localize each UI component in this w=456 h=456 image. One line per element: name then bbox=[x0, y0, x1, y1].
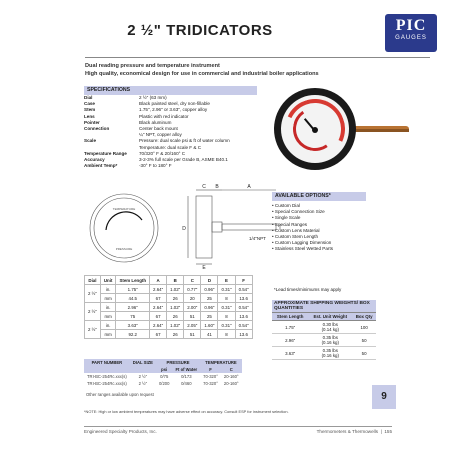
bullet-icon: • bbox=[272, 227, 275, 233]
drawing-connection bbox=[212, 222, 222, 232]
drawing-pointer bbox=[106, 212, 142, 230]
table-cell: 2.64" bbox=[150, 321, 167, 330]
part-sub-c: C bbox=[221, 366, 242, 373]
table-cell: in. bbox=[100, 285, 116, 294]
table-cell: 8 bbox=[218, 294, 235, 303]
spec-value: ¼" NPT, copper alloy bbox=[139, 132, 182, 138]
ship-col-stem: Stem Length bbox=[272, 313, 308, 321]
table-cell: TRI-BC-254Rc.xxx(s) bbox=[87, 374, 127, 379]
table-cell: 51 bbox=[184, 312, 201, 321]
weight-lbs: 0.35 lbs bbox=[322, 348, 338, 353]
table-cell: 1.75" bbox=[116, 285, 150, 294]
spec-value: Black painted steel, dry non-fillable bbox=[139, 101, 210, 107]
tridicator-gauge-image bbox=[274, 88, 356, 170]
option-label: Custom Stem Length bbox=[274, 234, 319, 240]
page-title: 2 ½" TRIDICATORS bbox=[127, 22, 273, 39]
dim-col-header: B bbox=[167, 276, 184, 285]
bullet-icon: • bbox=[272, 246, 275, 252]
ship-qty-cell: 50 bbox=[352, 347, 376, 360]
footer-company: Engineered Specialty Products, Inc. bbox=[84, 429, 157, 434]
shipping-table bbox=[272, 300, 376, 360]
dim-col-header: Dial bbox=[85, 276, 101, 285]
table-cell: 92.2 bbox=[116, 330, 150, 339]
table-cell: 25 bbox=[201, 312, 218, 321]
ship-weight-cell bbox=[308, 347, 352, 360]
table-row bbox=[84, 373, 242, 380]
table-cell: 0.54" bbox=[235, 303, 252, 312]
ship-qty-cell: 100 bbox=[352, 321, 376, 334]
spec-value: Center back mount bbox=[139, 126, 178, 132]
footer-page-number: 155 bbox=[384, 429, 392, 434]
ship-stem-cell: 3.63" bbox=[272, 347, 308, 360]
option-label: Special Ranges bbox=[274, 221, 308, 227]
table-cell: 13.6 bbox=[235, 330, 252, 339]
dimension-table bbox=[84, 275, 253, 339]
table-cell: 0/460 bbox=[181, 381, 192, 386]
part-col-number: PART NUMBER bbox=[84, 359, 130, 366]
other-ranges-note: Other ranges available upon request bbox=[86, 392, 154, 397]
bullet-icon: • bbox=[272, 209, 275, 215]
part-col-temperature: TEMPERATURE bbox=[200, 359, 241, 366]
table-cell: 2.00" bbox=[184, 303, 201, 312]
table-cell: 0.96" bbox=[201, 303, 218, 312]
dimension-drawing bbox=[84, 180, 284, 270]
table-cell: 13.6 bbox=[235, 312, 252, 321]
npt-label: 1/4"NPT bbox=[249, 236, 266, 241]
table-cell: 0.31" bbox=[218, 303, 235, 312]
ambient-temperature-note: *NOTE: High or low ambient temperatures may have adverse effect on accuracy. Consult ESP for instrument selection. bbox=[84, 409, 289, 414]
spec-value: -30° F to 180° F bbox=[139, 163, 172, 169]
part-number-table bbox=[84, 359, 242, 387]
table-cell: 67 bbox=[150, 294, 167, 303]
spec-key: Ambient Temp* bbox=[84, 163, 118, 169]
spec-value: 70/320° F & 20/160° C bbox=[139, 150, 186, 156]
footer-section: Thermometers & Thermowells | 155 bbox=[316, 429, 392, 434]
dim-col-header: Unit bbox=[100, 276, 116, 285]
dim-col-header: Stem Length bbox=[116, 276, 150, 285]
table-cell: 20-160° bbox=[223, 374, 239, 379]
options-heading: AVAILABLE OPTIONS* bbox=[272, 192, 366, 201]
table-cell: 75 bbox=[116, 312, 150, 321]
table-cell: in. bbox=[100, 321, 116, 330]
ship-col-weight: Est. Unit Weight bbox=[308, 313, 352, 321]
drawing-dial-outline bbox=[90, 194, 158, 262]
table-cell: 2.64" bbox=[150, 285, 167, 294]
table-cell: 8 bbox=[218, 330, 235, 339]
drawing-stem bbox=[222, 221, 276, 230]
table-cell: mm bbox=[100, 294, 116, 303]
shipping-heading: APPROXIMATE SHIPPING WEIGHTS/ BOX QUANTITIES bbox=[272, 300, 376, 313]
table-cell: 70-320° bbox=[203, 381, 218, 386]
option-label: Custom Lens Material bbox=[274, 227, 320, 233]
spec-key: Accuracy bbox=[84, 157, 105, 163]
table-row bbox=[85, 294, 253, 303]
dim-label-c: C bbox=[202, 184, 206, 190]
dim-label-d: D bbox=[182, 226, 186, 232]
table-cell: 0.96" bbox=[201, 285, 218, 294]
table-cell: 2 ½" bbox=[138, 374, 148, 379]
table-cell: 67 bbox=[150, 312, 167, 321]
spec-value: 1.75", 2.96" or 3.63", copper alloy bbox=[139, 107, 208, 113]
lead-times-note: *Lead times/minimums may apply bbox=[274, 287, 342, 292]
dim-col-header: A bbox=[150, 276, 167, 285]
table-cell: 13.6 bbox=[235, 294, 252, 303]
title-divider bbox=[85, 57, 430, 58]
table-cell: 44.5 bbox=[116, 294, 150, 303]
spec-row bbox=[84, 163, 259, 169]
logo-text: PIC bbox=[395, 17, 427, 34]
bullet-icon: • bbox=[272, 203, 275, 208]
weight-kg: (0.14 kg) bbox=[321, 327, 339, 332]
spec-value: Black aluminum bbox=[139, 119, 172, 125]
table-cell: 0/173 bbox=[181, 374, 192, 379]
ship-weight-cell bbox=[308, 334, 352, 347]
table-row bbox=[85, 321, 253, 330]
dim-col-header: D bbox=[201, 276, 218, 285]
table-cell: 1.02" bbox=[167, 321, 184, 330]
spec-key: Stem bbox=[84, 107, 96, 113]
table-row bbox=[85, 330, 253, 339]
spec-key: Dial bbox=[84, 95, 93, 100]
table-row bbox=[272, 347, 376, 360]
table-cell: 2.64" bbox=[150, 303, 167, 312]
spec-value: Plastic with red indicator bbox=[139, 113, 189, 119]
table-cell: 0/200 bbox=[158, 381, 170, 386]
table-row bbox=[85, 312, 253, 321]
table-cell: 26 bbox=[167, 312, 184, 321]
table-cell: 8 bbox=[218, 312, 235, 321]
bullet-icon: • bbox=[272, 234, 275, 240]
spec-key: Pointer bbox=[84, 119, 100, 125]
weight-lbs: 0.30 lbs bbox=[322, 322, 338, 327]
pic-gauges-logo bbox=[385, 14, 437, 52]
spec-value: Pressure: dual scale psi & ft of water column bbox=[139, 138, 230, 144]
dial-size-cell: 2 ½" bbox=[85, 303, 101, 321]
option-label: Special Connection Size bbox=[274, 209, 325, 215]
gauge-dial-face bbox=[281, 95, 349, 163]
table-cell: 67 bbox=[150, 330, 167, 339]
available-options bbox=[272, 192, 362, 253]
intro-line-1: Dual reading pressure and temperature instrument bbox=[85, 63, 220, 69]
table-cell: TRI-BC-254Rc.xxx(s) bbox=[87, 381, 127, 386]
gauge-stem-shade bbox=[349, 129, 409, 132]
table-cell: 0.31" bbox=[218, 285, 235, 294]
intro-line-2: High quality, economical design for use in commercial and industrial boiler applications bbox=[85, 71, 319, 77]
weight-kg: (0.16 kg) bbox=[321, 340, 339, 345]
dial-size-cell: 2 ½" bbox=[85, 321, 101, 339]
logo-subtext: GAUGES bbox=[395, 35, 427, 41]
option-item bbox=[272, 246, 362, 252]
table-cell: 0.54" bbox=[235, 285, 252, 294]
spec-key: Case bbox=[84, 101, 95, 107]
table-cell: 26 bbox=[167, 294, 184, 303]
dial-size-cell: 2 ½" bbox=[85, 285, 101, 303]
ship-qty-cell: 50 bbox=[352, 334, 376, 347]
specifications-list bbox=[84, 95, 259, 169]
option-label: Custom Lagging Dimension bbox=[274, 240, 332, 246]
table-cell: 0.77" bbox=[184, 285, 201, 294]
table-cell: 0/75 bbox=[160, 374, 169, 379]
spec-value: 2 ½" (63 mm) bbox=[139, 95, 167, 100]
options-list bbox=[272, 203, 362, 253]
weight-kg: (0.16 kg) bbox=[321, 353, 339, 358]
table-cell: mm bbox=[100, 312, 116, 321]
table-cell: 41 bbox=[201, 330, 218, 339]
table-cell: 20 bbox=[184, 294, 201, 303]
bullet-icon: • bbox=[272, 240, 275, 246]
table-cell: 20-160° bbox=[223, 381, 239, 386]
table-cell: 25 bbox=[201, 294, 218, 303]
section-tab: 9 bbox=[372, 385, 396, 409]
table-cell: 2 ½" bbox=[138, 381, 148, 386]
dim-col-header: E bbox=[218, 276, 235, 285]
drawing-face-top-label: TEMPERATURE bbox=[112, 207, 136, 211]
spec-value: Temperature: dual scale F & C bbox=[139, 144, 202, 150]
table-cell: 1.02" bbox=[167, 285, 184, 294]
ship-stem-cell: 1.75" bbox=[272, 321, 308, 334]
drawing-case-profile bbox=[196, 196, 212, 258]
table-row bbox=[85, 285, 253, 294]
option-label: Custom Dial bbox=[274, 203, 300, 208]
table-cell: 1.60" bbox=[201, 321, 218, 330]
table-cell: 2.05" bbox=[184, 321, 201, 330]
spec-value: 3-2-3% full scale per Grade B, ASME B40.1 bbox=[139, 157, 228, 163]
ship-stem-cell: 2.96" bbox=[272, 334, 308, 347]
table-cell: 26 bbox=[167, 330, 184, 339]
dim-col-header: F bbox=[235, 276, 252, 285]
table-row bbox=[272, 321, 376, 334]
spec-key: Scale bbox=[84, 138, 97, 144]
table-cell: 3.63" bbox=[116, 321, 150, 330]
footer-section-label: Thermometers & Thermowells bbox=[316, 429, 379, 434]
spec-key: Connection bbox=[84, 126, 110, 132]
option-label: Single Scale bbox=[274, 215, 301, 221]
part-col-dial: DIAL SIZE bbox=[130, 359, 156, 366]
table-row bbox=[84, 380, 242, 387]
part-col-pressure: PRESSURE bbox=[156, 359, 200, 366]
dim-col-header: C bbox=[184, 276, 201, 285]
table-cell: in. bbox=[100, 303, 116, 312]
table-cell: 70-320° bbox=[203, 374, 218, 379]
part-sub-f: F bbox=[200, 366, 221, 373]
part-sub-psi: psi bbox=[156, 366, 172, 373]
specifications-heading: SPECIFICATIONS bbox=[84, 86, 257, 95]
bullet-icon: • bbox=[272, 221, 275, 227]
ship-weight-cell bbox=[308, 321, 352, 334]
table-cell: 0.54" bbox=[235, 321, 252, 330]
bullet-icon: • bbox=[272, 215, 275, 221]
table-cell: 0.31" bbox=[218, 321, 235, 330]
weight-lbs: 0.35 lbs bbox=[322, 335, 338, 340]
table-cell: 1.02" bbox=[167, 303, 184, 312]
table-row bbox=[85, 303, 253, 312]
spec-key: Temperature Range bbox=[84, 150, 127, 156]
dimension-table-header bbox=[85, 276, 253, 285]
table-cell: 2.96" bbox=[116, 303, 150, 312]
part-sub-ftwater: Ft of Water bbox=[172, 366, 200, 373]
dim-label-b: B bbox=[215, 184, 219, 190]
spec-key: Lens bbox=[84, 113, 95, 119]
table-row bbox=[272, 334, 376, 347]
table-cell: mm bbox=[100, 330, 116, 339]
dim-label-a: A bbox=[247, 184, 251, 190]
option-label: Stainless Steel Wetted Parts bbox=[274, 246, 334, 252]
ship-col-qty: Box Qty bbox=[352, 313, 376, 321]
table-cell: 51 bbox=[184, 330, 201, 339]
dim-label-e: E bbox=[202, 265, 206, 270]
page-footer bbox=[84, 426, 392, 437]
gauge-hub bbox=[312, 127, 318, 133]
drawing-face-bottom-label: PRESSURE bbox=[115, 247, 133, 251]
